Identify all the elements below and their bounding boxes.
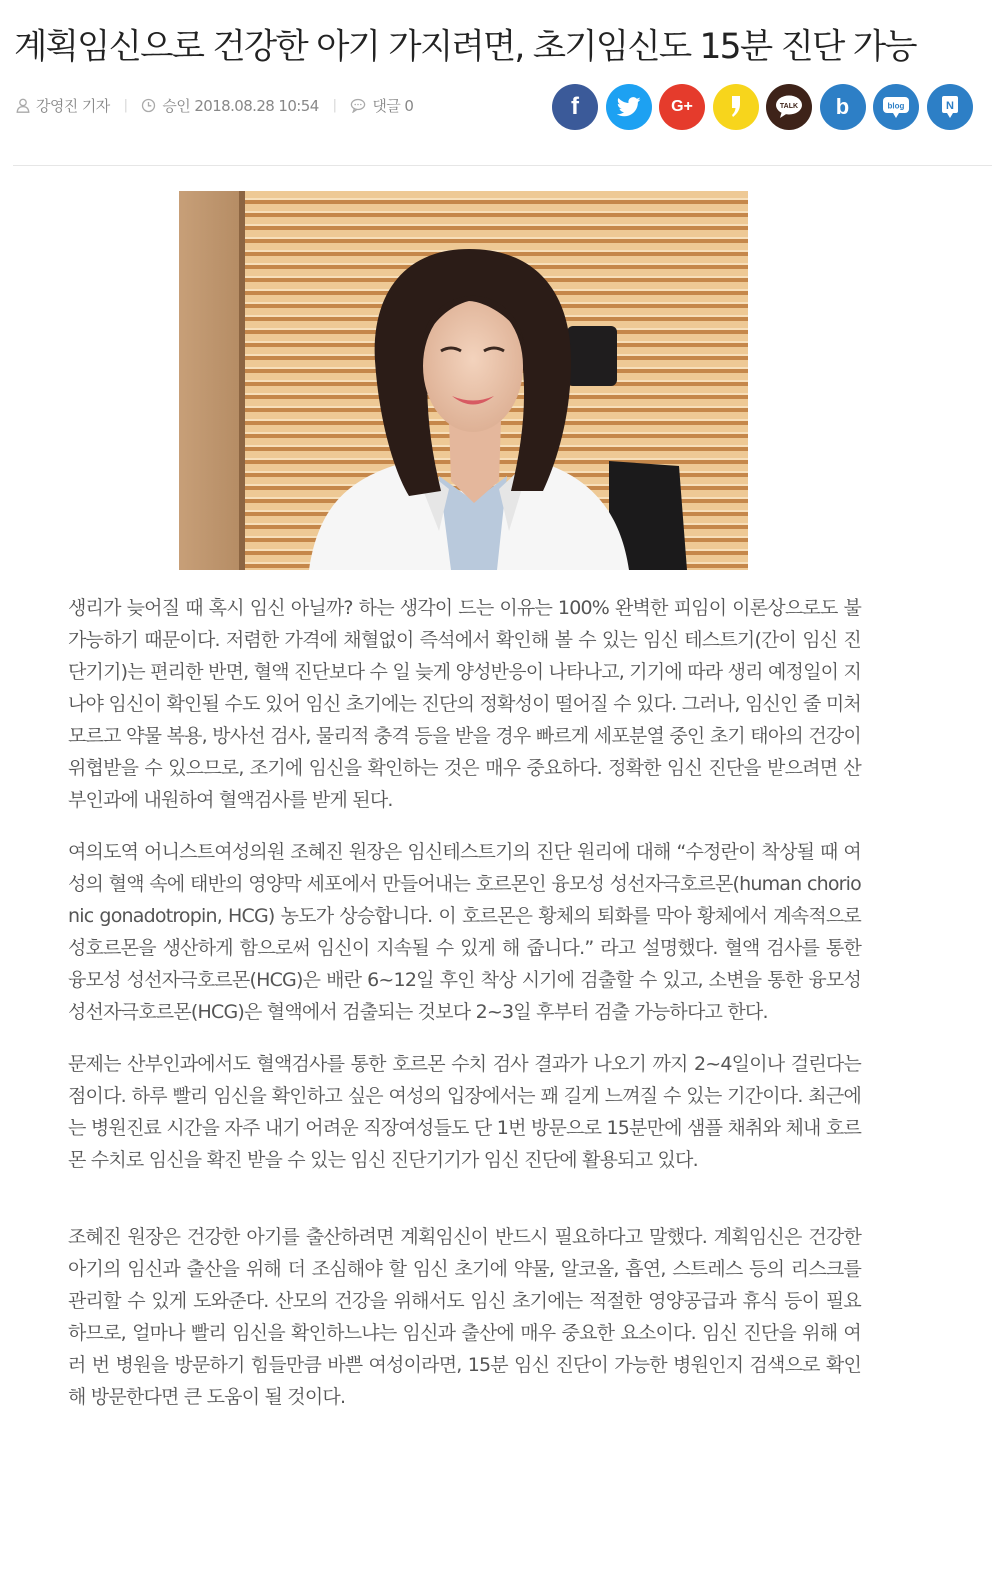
person-icon: [16, 98, 30, 113]
article-body: [68, 592, 861, 1433]
share-twitter-button[interactable]: [606, 84, 652, 130]
article-title: 계획임신으로 건강한 아기 가지려면, 초기임신도 15분 진단 가능: [14, 27, 916, 67]
doctor-portrait-image: [179, 191, 748, 570]
reporter-name: 강영진 기자: [36, 96, 110, 115]
article-paragraph: 생리가 늦어질 때 혹시 임신 아닐까? 하는 생각이 드는 이유는 100% 완벽한 피임이 이론상으로도 불가능하기 때문이다. 저렴한 가격에 채혈없이 즉석에서 확인해 볼 수 있는 임신 테스트기(간이 임신 진단기기)는 편리한 반면, 혈액 진단보다 수 일 늦게 양성반응이 나타나고, 기기에 따라 생리 예정일이 지나야 임신이 확인될 수도 있어 임신 초기에는 진단의 정확성이 떨어질 수 있다. 그러나, 임신인 줄 미처 모르고 약물 복용, 방사선 검사, 물리적 충격 등을 받을 경우 빠르게 세포분열 중인 초기 태아의 건강이 위협받을 수 있으므로, 조기에 임신을 확인하는 것은 매우 중요하다. 정확한 임신 진단을 받으려면 산부인과에 내원하여 혈액검사를 받게 된다.: [68, 597, 861, 811]
comment-icon: [350, 98, 366, 113]
band-icon: b: [835, 94, 850, 119]
article-paragraph: 조혜진 원장은 건강한 아기를 출산하려면 계획임신이 반드시 필요하다고 말했다. 계획임신은 건강한 아기의 임신과 출산을 위해 더 조심해야 할 임신 초기에 약물, 알코올, 흡연, 스트레스 등의 리스크를 관리할 수 있게 도와준다. 산모의 건강을 위해서도 임신 초기에는 적절한 영양공급과 휴식 등이 필요하므로, 얼마나 빨리 임신을 확인하느냐는 임신과 출산에 매우 중요한 요소이다. 임신 진단을 위해 여러 번 병원을 방문하기 힘들만큼 바쁜 여성이라면, 15분 임신 진단이 가능한 병원인지 검색으로 확인해 방문한다면 큰 도움이 될 것이다.: [68, 1226, 861, 1408]
article-paragraph: 문제는 산부인과에서도 혈액검사를 통한 호르몬 수치 검사 결과가 나오기 까지 2~4일이나 걸린다는 점이다. 하루 빨리 임신을 확인하고 싶은 여성의 입장에서는 꽤 길게 느껴질 수 있는 기간이다. 최근에는 병원진료 시간을 자주 내기 어려운 직장여성들도 단 1번 방문으로 15분만에 샘플 채취와 체내 호르몬 수치로 임신을 확진 받을 수 있는 임신 진단기기가 임신 진단에 활용되고 있다.: [68, 1053, 861, 1171]
meta-separator: |: [123, 97, 128, 113]
share-googleplus-button[interactable]: [659, 84, 705, 130]
article-paragraph: 여의도역 어니스트여성의원 조혜진 원장은 임신테스트기의 진단 원리에 대해 “수정란이 착상될 때 여성의 혈액 속에 태반의 영양막 세포에서 만들어내는 호르몬인 융모성 성선자극호르몬(human chorionic gonadotropin, HCG) 농도가 상승합니다. 이 호르몬은 황체의 퇴화를 막아 황체에서 계속적으로 성호르몬을 생산하게 함으로써 임신이 지속될 수 있게 해 줍니다.” 라고 설명했다. 혈액 검사를 통한 융모성 성선자극호르몬(HCG)은 배란 6~12일 후인 착상 시기에 검출할 수 있고, 소변을 통한 융모성 성선자극호르몬(HCG)은 혈액에서 검출되는 것보다 2~3일 후부터 검출 가능하다고 한다.: [68, 841, 861, 1023]
comment-count[interactable]: [350, 95, 413, 116]
naver-label: N: [945, 100, 954, 112]
article-photo: [179, 191, 748, 570]
share-naver-button[interactable]: [927, 84, 973, 130]
blog-label: blog: [887, 101, 905, 111]
kakaotalk-label: TALK: [779, 103, 799, 110]
google-plus-icon: G+: [671, 98, 693, 115]
kakaotalk-icon: [774, 94, 804, 120]
approval-text: 승인 2018.08.28 10:54: [162, 96, 319, 115]
facebook-icon: f: [571, 93, 579, 120]
clock-icon: [141, 98, 156, 113]
twitter-icon: [617, 97, 641, 117]
share-kakaostory-button[interactable]: [713, 84, 759, 130]
article-meta: [16, 92, 413, 118]
comment-text: 댓글 0: [372, 96, 414, 115]
naver-icon: [938, 94, 962, 120]
blog-icon: [881, 94, 911, 120]
share-blog-button[interactable]: [873, 84, 919, 130]
share-facebook-button[interactable]: [552, 84, 598, 130]
share-band-button[interactable]: [820, 84, 866, 130]
kakaostory-icon: [728, 95, 744, 119]
reporter[interactable]: [16, 95, 110, 116]
approval-date: [141, 95, 318, 116]
header-divider: [13, 165, 992, 166]
meta-separator: |: [332, 97, 337, 113]
share-bar: [552, 84, 992, 134]
share-kakaotalk-button[interactable]: [766, 84, 812, 130]
